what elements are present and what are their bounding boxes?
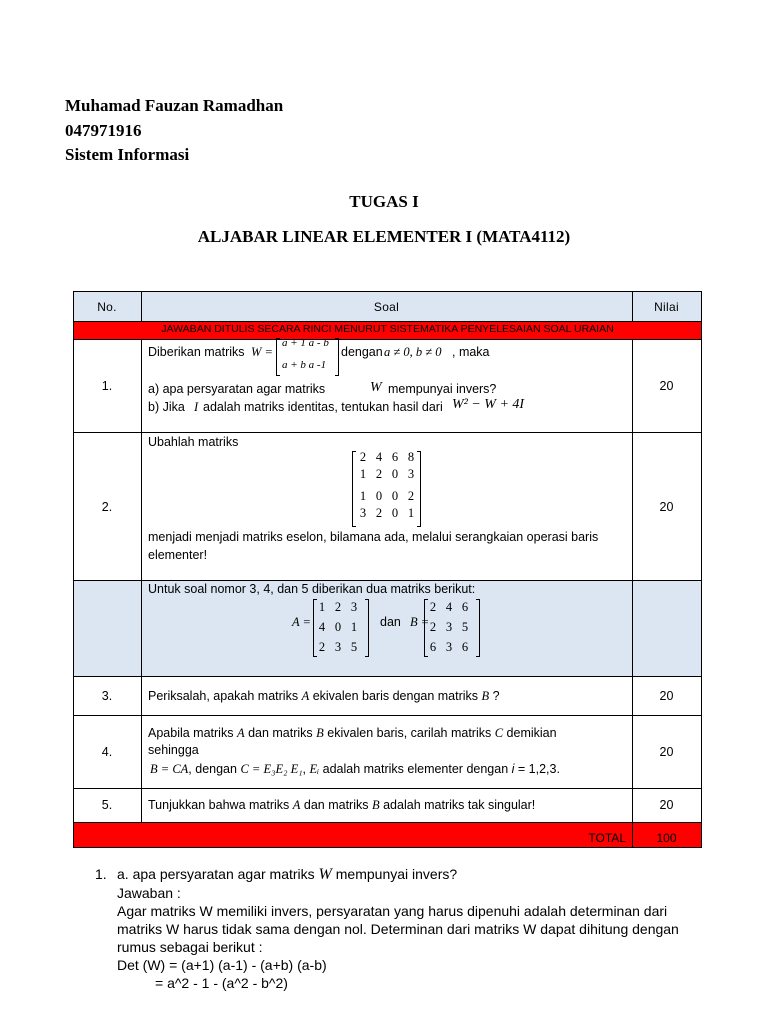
student-nim: 047971916 (65, 120, 142, 140)
matrix-dan: dan (380, 615, 401, 629)
matrix-b (425, 597, 473, 657)
row2-matrix-right-bracket (417, 451, 421, 527)
row2-matrix (355, 449, 419, 522)
row3-nilai: 20 (659, 689, 674, 703)
row2-no: 2. (101, 500, 113, 514)
matrix-a-right-bracket (365, 599, 369, 657)
row1-question-a: a) apa persyaratan agar matriks (148, 382, 326, 396)
row4-text-line2: sehingga (148, 743, 199, 757)
row4-text-line1: Apabila matriks A dan matriks B ekivalen baris, carilah matriks C demikian (148, 726, 557, 740)
assignment-title: TUGAS I (349, 192, 419, 211)
row1-question-a-w: W (370, 380, 382, 395)
student-header (65, 94, 283, 168)
row4-text-line3: B = CA, dengan C = E₃E₂ E₁, Eᵢ adalah matriks elementer dengan i = 1,2,3. (150, 762, 560, 776)
assignment-table (73, 291, 702, 848)
answer-line: matriks W harus tidak sama dengan nol. Determinan dari matriks W dapat dihitung dengan (117, 921, 679, 937)
row1-condition: a ≠ 0, b ≠ 0 (384, 345, 442, 359)
answer-line: rumus sebagai berikut : (117, 939, 263, 955)
row1-question-b-i: I (194, 400, 199, 414)
col-header-no: No. (97, 300, 117, 314)
answer-line: Agar matriks W memiliki invers, persyaratan yang harus dipenuhi adalah determinan dari (117, 903, 668, 919)
row1-question-b: b) Jika (148, 400, 185, 414)
row1-question-a-end: mempunyai invers? (388, 382, 497, 396)
row2-text-line2: elementer! (148, 548, 208, 562)
matrix-ab-intro: Untuk soal nomor 3, 4, dan 5 diberikan dua matriks berikut: (148, 582, 476, 596)
row5-nilai: 20 (659, 798, 674, 812)
row3-text: Periksalah, apakah matriks A ekivalen baris dengan matriks B ? (148, 689, 500, 703)
matrix-row: 2 3 5 (429, 620, 469, 634)
matrix-a-label: A = (292, 615, 311, 629)
row1-no: 1. (101, 379, 113, 393)
row2-intro: Ubahlah matriks (148, 435, 239, 449)
answer-det-line1: Det (W) = (a+1) (a-1) - (a+b) (a-b) (117, 957, 327, 973)
matrix-a (314, 597, 362, 657)
instruction-banner: JAWABAN DITULIS SECARA RINCI MENURUT SISTEMATIKA PENYELESAIAN SOAL URAIAN (161, 323, 614, 335)
row1-matrix-row2: a + b a -1 (282, 359, 327, 371)
row3-no: 3. (101, 689, 113, 703)
row4-no: 4. (101, 745, 113, 759)
row5-no: 5. (101, 798, 113, 812)
matrix-row: 4 0 1 (318, 620, 358, 634)
row1-matrix-row1: a + 1 a - b (282, 337, 329, 349)
matrix-row: 1 2 0 3 (359, 467, 415, 481)
row1-w-label: W = (251, 345, 273, 359)
row1-intro: Diberikan matriks (148, 345, 245, 359)
matrix-row: 3 2 0 1 (359, 506, 415, 520)
matrix-row: 1 2 3 (318, 600, 358, 614)
row1-maka: , maka (452, 345, 490, 359)
answer-w: W (318, 866, 332, 883)
student-name: Muhamad Fauzan Ramadhan (65, 96, 284, 115)
answer-det-line2: = a^2 - 1 - (a^2 - b^2) (155, 975, 288, 991)
row1-question-b-mid: adalah matriks identitas, tentukan hasil dari (203, 400, 443, 414)
row1-dengan: dengan (341, 345, 383, 359)
row1-question-b-expr: W² − W + 4I (452, 397, 525, 412)
matrix-row: 1 0 0 2 (359, 489, 415, 503)
row1-nilai: 20 (659, 379, 674, 393)
matrix-row: 2 4 6 8 (359, 450, 415, 464)
row4-nilai: 20 (659, 745, 674, 759)
row5-text: Tunjukkan bahwa matriks A dan matriks B adalah matriks tak singular! (148, 798, 536, 812)
answer-line: Jawaban : (117, 885, 181, 901)
matrix-row: 2 3 5 (318, 640, 358, 654)
col-header-nilai: Nilai (654, 300, 679, 314)
matrix-row: 6 3 6 (429, 640, 469, 654)
matrix-row: 2 4 6 (429, 600, 469, 614)
row2-text-line1: menjadi menjadi matriks eselon, bilamana ada, melalui serangkaian operasi baris (148, 530, 599, 544)
course-title: ALJABAR LINEAR ELEMENTER I (MATA4112) (197, 227, 571, 246)
row2-nilai: 20 (659, 500, 674, 514)
total-label: TOTAL (588, 831, 626, 845)
answer-section (95, 865, 679, 992)
col-header-soal: Soal (373, 300, 400, 314)
row1-matrix-left-bracket (276, 338, 280, 376)
row1-matrix-right-bracket (335, 338, 339, 376)
total-value: 100 (656, 831, 677, 845)
answer-question: 1. a. apa persyaratan agar matriks W mempunyai invers? (95, 866, 458, 883)
student-program: Sistem Informasi (65, 145, 190, 164)
answer-number: 1. (95, 866, 107, 882)
matrix-b-right-bracket (476, 599, 480, 657)
matrix-b-label: B = (410, 615, 430, 629)
